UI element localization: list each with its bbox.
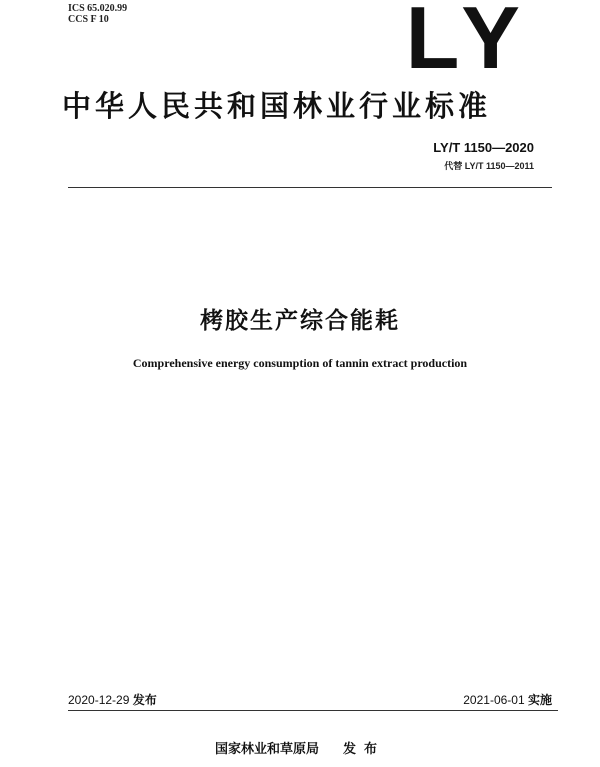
standard-type-heading: 中华人民共和国林业行业标准 — [62, 89, 492, 123]
standard-number: LY/T 1150—2020 — [433, 140, 534, 155]
publisher-name: 国家林业和草原局 — [214, 742, 319, 757]
english-title: Comprehensive energy consumption of tannin extract production — [132, 356, 468, 370]
chinese-title: 栲胶生产综合能耗 — [200, 308, 400, 334]
ly-logo: LY — [405, 0, 530, 87]
classification-codes — [68, 3, 127, 25]
publisher-line — [0, 738, 600, 757]
implementation-date — [463, 691, 552, 708]
implementation-date-value: 2021-06-01 — [463, 693, 525, 707]
top-divider — [68, 187, 552, 188]
publisher-action: 发布 — [343, 742, 386, 757]
issue-date-label: 发布 — [132, 693, 157, 707]
ics-code: ICS 65.020.99 — [68, 3, 128, 14]
issue-date — [68, 691, 157, 708]
replaces-note: 代替 LY/T 1150—2011 — [444, 161, 534, 171]
implementation-date-label: 实施 — [527, 693, 552, 707]
bottom-divider — [68, 710, 558, 711]
ccs-code: CCS F 10 — [68, 14, 109, 25]
issue-date-value: 2020-12-29 — [68, 693, 130, 707]
